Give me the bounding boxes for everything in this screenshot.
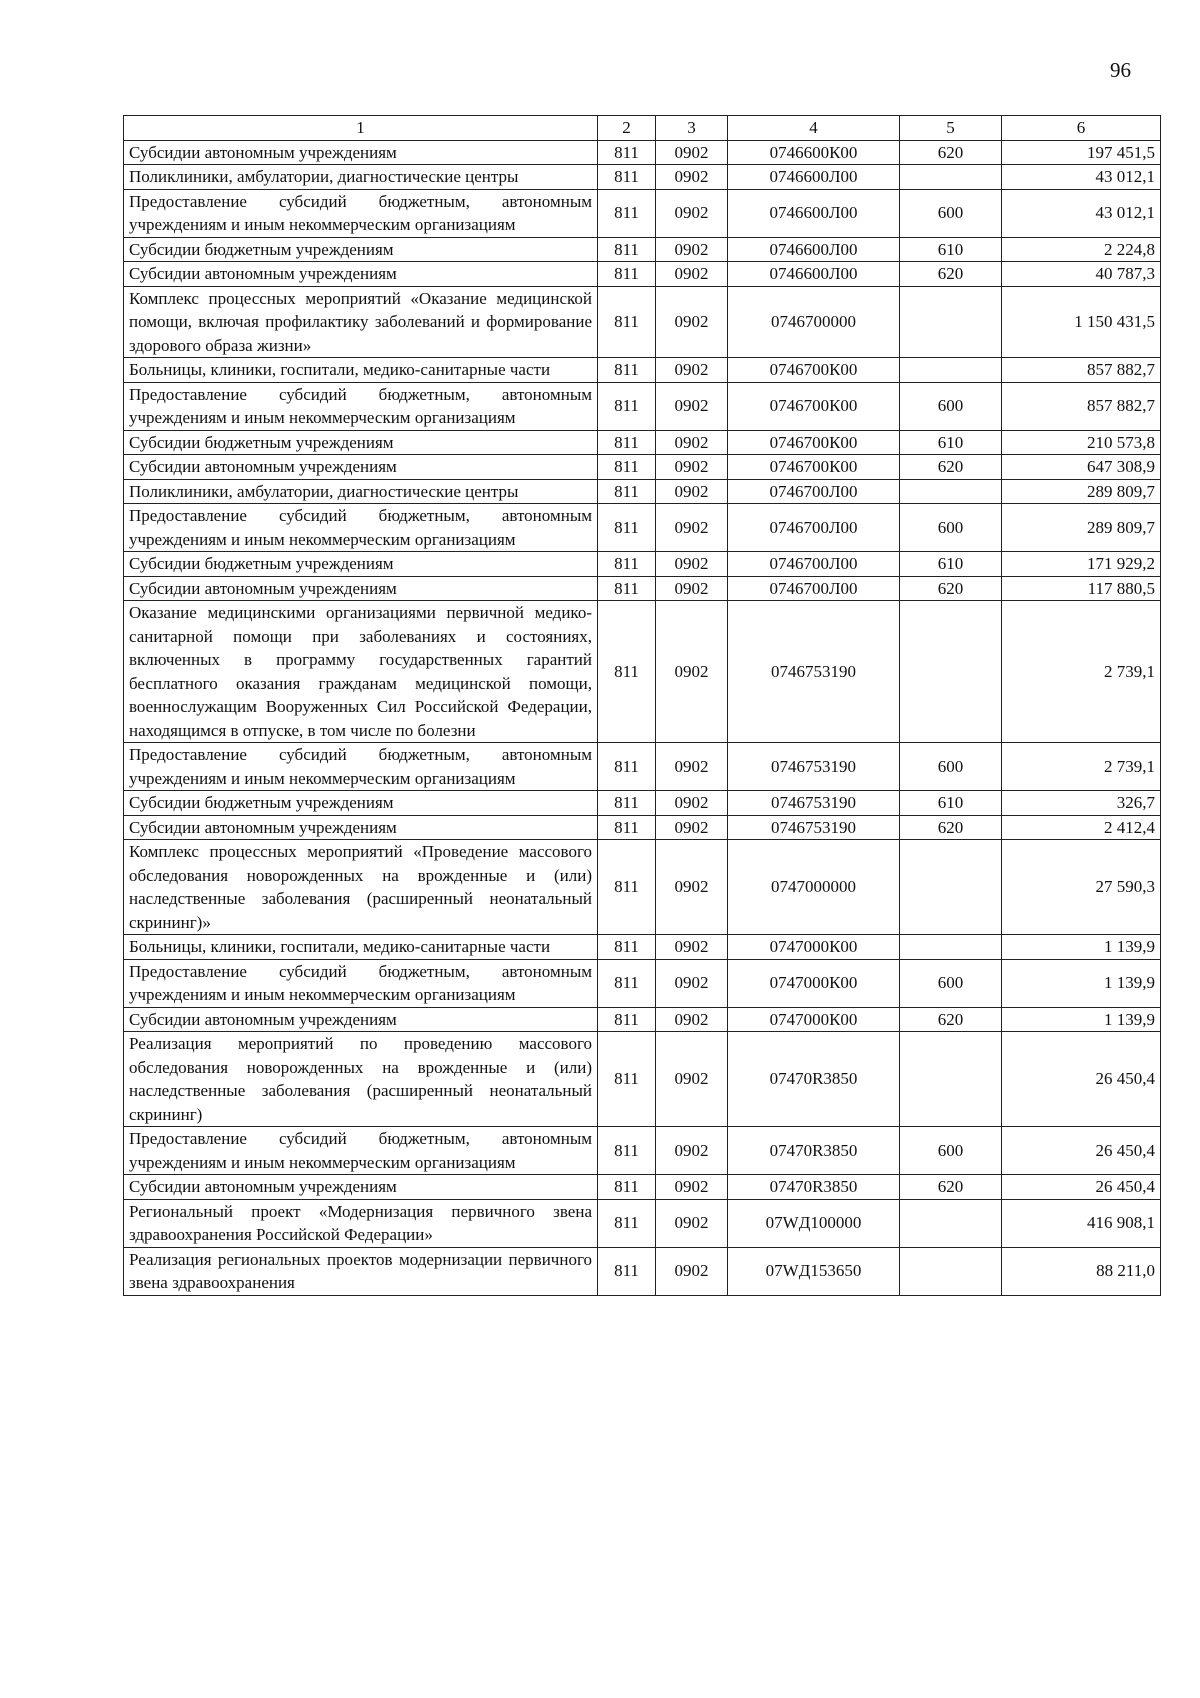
cell-section: 0902 [656,430,728,455]
cell-section: 0902 [656,840,728,935]
cell-expense-type: 610 [900,791,1002,816]
cell-amount: 326,7 [1002,791,1161,816]
cell-amount: 43 012,1 [1002,189,1161,237]
cell-name: Субсидии автономным учреждениям [124,140,598,165]
cell-target-article: 0746700К00 [728,430,900,455]
cell-section: 0902 [656,1007,728,1032]
cell-expense-type: 610 [900,237,1002,262]
cell-grbs: 811 [598,815,656,840]
cell-expense-type [900,1032,1002,1127]
table-row [124,165,1161,190]
cell-target-article: 0746600К00 [728,140,900,165]
header-row [124,116,1161,141]
cell-name: Реализация региональных проектов модернизации первичного звена здравоохранения [124,1247,598,1295]
cell-grbs: 811 [598,165,656,190]
cell-grbs: 811 [598,382,656,430]
cell-target-article: 0746700Л00 [728,504,900,552]
cell-expense-type [900,479,1002,504]
cell-amount: 88 211,0 [1002,1247,1161,1295]
table-row [124,358,1161,383]
cell-target-article: 0746600Л00 [728,262,900,287]
table-row [124,479,1161,504]
column-header: 4 [728,116,900,141]
cell-expense-type [900,935,1002,960]
cell-amount: 197 451,5 [1002,140,1161,165]
cell-grbs: 811 [598,576,656,601]
cell-name: Субсидии автономным учреждениям [124,1007,598,1032]
cell-grbs: 811 [598,1247,656,1295]
cell-name: Предоставление субсидий бюджетным, автономным учреждениям и иным некоммерческим организациям [124,189,598,237]
cell-name: Предоставление субсидий бюджетным, автономным учреждениям и иным некоммерческим организациям [124,743,598,791]
cell-grbs: 811 [598,1199,656,1247]
page-number: 96 [1110,58,1131,82]
cell-expense-type: 600 [900,743,1002,791]
cell-target-article: 0746753190 [728,743,900,791]
cell-amount: 26 450,4 [1002,1175,1161,1200]
column-header: 6 [1002,116,1161,141]
table-row [124,1247,1161,1295]
cell-amount: 1 139,9 [1002,1007,1161,1032]
cell-amount: 2 739,1 [1002,601,1161,743]
cell-expense-type: 610 [900,430,1002,455]
cell-amount: 857 882,7 [1002,358,1161,383]
table-row [124,959,1161,1007]
cell-name: Комплекс процессных мероприятий «Проведение массового обследования новорожденных на врожденные и (или) наследственные заболевания (расширенный неонатальный скрининг)» [124,840,598,935]
table-row [124,504,1161,552]
cell-expense-type [900,1247,1002,1295]
cell-target-article: 07470R3850 [728,1175,900,1200]
budget-table [123,115,1161,1296]
cell-amount: 2 739,1 [1002,743,1161,791]
cell-amount: 117 880,5 [1002,576,1161,601]
cell-grbs: 811 [598,358,656,383]
table-row [124,237,1161,262]
cell-target-article: 0746700К00 [728,455,900,480]
cell-amount: 2 412,4 [1002,815,1161,840]
cell-section: 0902 [656,237,728,262]
column-header: 5 [900,116,1002,141]
cell-expense-type: 600 [900,189,1002,237]
cell-section: 0902 [656,1247,728,1295]
cell-target-article: 07470R3850 [728,1032,900,1127]
cell-grbs: 811 [598,430,656,455]
cell-name: Больницы, клиники, госпитали, медико-санитарные части [124,935,598,960]
table-body [124,140,1161,1295]
cell-grbs: 811 [598,479,656,504]
cell-grbs: 811 [598,189,656,237]
cell-target-article: 0746700Л00 [728,552,900,577]
table-row [124,576,1161,601]
table-row [124,286,1161,358]
cell-name: Субсидии автономным учреждениям [124,262,598,287]
cell-section: 0902 [656,1032,728,1127]
cell-name: Предоставление субсидий бюджетным, автономным учреждениям и иным некоммерческим организациям [124,382,598,430]
cell-grbs: 811 [598,791,656,816]
table-row [124,743,1161,791]
cell-target-article: 0746753190 [728,815,900,840]
cell-amount: 40 787,3 [1002,262,1161,287]
cell-target-article: 0746600Л00 [728,189,900,237]
cell-amount: 289 809,7 [1002,504,1161,552]
cell-section: 0902 [656,576,728,601]
cell-name: Поликлиники, амбулатории, диагностические центры [124,165,598,190]
cell-expense-type: 610 [900,552,1002,577]
cell-grbs: 811 [598,237,656,262]
cell-expense-type: 620 [900,815,1002,840]
column-header: 1 [124,116,598,141]
cell-grbs: 811 [598,1032,656,1127]
cell-name: Субсидии автономным учреждениям [124,815,598,840]
cell-grbs: 811 [598,959,656,1007]
cell-target-article: 0746700Л00 [728,576,900,601]
table-row [124,935,1161,960]
cell-grbs: 811 [598,743,656,791]
cell-expense-type: 620 [900,576,1002,601]
cell-name: Субсидии бюджетным учреждениям [124,791,598,816]
table-row [124,189,1161,237]
cell-expense-type: 600 [900,959,1002,1007]
cell-expense-type [900,1199,1002,1247]
cell-grbs: 811 [598,1175,656,1200]
table-row [124,791,1161,816]
cell-name: Субсидии автономным учреждениям [124,576,598,601]
cell-target-article: 0746753190 [728,601,900,743]
table-row [124,382,1161,430]
cell-expense-type [900,358,1002,383]
cell-name: Поликлиники, амбулатории, диагностические центры [124,479,598,504]
cell-amount: 416 908,1 [1002,1199,1161,1247]
table-row [124,601,1161,743]
cell-target-article: 0746700К00 [728,358,900,383]
table-row [124,552,1161,577]
cell-amount: 26 450,4 [1002,1127,1161,1175]
cell-grbs: 811 [598,1127,656,1175]
cell-amount: 857 882,7 [1002,382,1161,430]
table-row [124,455,1161,480]
cell-grbs: 811 [598,140,656,165]
cell-section: 0902 [656,1127,728,1175]
cell-target-article: 07470R3850 [728,1127,900,1175]
cell-grbs: 811 [598,601,656,743]
cell-section: 0902 [656,262,728,287]
cell-section: 0902 [656,382,728,430]
cell-expense-type: 620 [900,1007,1002,1032]
cell-target-article: 0747000К00 [728,935,900,960]
table-row [124,262,1161,287]
cell-target-article: 07WД153650 [728,1247,900,1295]
cell-grbs: 811 [598,1007,656,1032]
cell-amount: 289 809,7 [1002,479,1161,504]
cell-amount: 43 012,1 [1002,165,1161,190]
cell-expense-type: 600 [900,382,1002,430]
cell-section: 0902 [656,552,728,577]
cell-target-article: 0746700000 [728,286,900,358]
cell-name: Субсидии автономным учреждениям [124,1175,598,1200]
table-row [124,1175,1161,1200]
cell-section: 0902 [656,286,728,358]
cell-amount: 647 308,9 [1002,455,1161,480]
cell-amount: 2 224,8 [1002,237,1161,262]
cell-target-article: 0747000000 [728,840,900,935]
cell-grbs: 811 [598,935,656,960]
cell-target-article: 0746753190 [728,791,900,816]
cell-name: Субсидии бюджетным учреждениям [124,552,598,577]
cell-name: Предоставление субсидий бюджетным, автономным учреждениям и иным некоммерческим организациям [124,959,598,1007]
cell-amount: 210 573,8 [1002,430,1161,455]
cell-name: Реализация мероприятий по проведению массового обследования новорожденных на врожденные и (или) наследственные заболевания (расширенный неонатальный скрининг) [124,1032,598,1127]
cell-section: 0902 [656,165,728,190]
cell-section: 0902 [656,1199,728,1247]
cell-section: 0902 [656,189,728,237]
cell-section: 0902 [656,455,728,480]
cell-grbs: 811 [598,286,656,358]
cell-expense-type: 620 [900,1175,1002,1200]
cell-section: 0902 [656,479,728,504]
cell-target-article: 0746600Л00 [728,237,900,262]
cell-name: Больницы, клиники, госпитали, медико-санитарные части [124,358,598,383]
cell-target-article: 0747000К00 [728,959,900,1007]
column-header: 3 [656,116,728,141]
table-row [124,1007,1161,1032]
cell-amount: 171 929,2 [1002,552,1161,577]
cell-section: 0902 [656,504,728,552]
cell-amount: 26 450,4 [1002,1032,1161,1127]
cell-target-article: 0747000К00 [728,1007,900,1032]
cell-grbs: 811 [598,504,656,552]
table-row [124,815,1161,840]
cell-section: 0902 [656,358,728,383]
table-row [124,430,1161,455]
cell-amount: 1 150 431,5 [1002,286,1161,358]
cell-expense-type [900,601,1002,743]
cell-expense-type: 620 [900,140,1002,165]
cell-name: Субсидии бюджетным учреждениям [124,237,598,262]
cell-grbs: 811 [598,552,656,577]
cell-name: Субсидии автономным учреждениям [124,455,598,480]
cell-expense-type [900,165,1002,190]
cell-target-article: 0746600Л00 [728,165,900,190]
cell-expense-type [900,840,1002,935]
cell-grbs: 811 [598,262,656,287]
cell-section: 0902 [656,601,728,743]
cell-name: Предоставление субсидий бюджетным, автономным учреждениям и иным некоммерческим организациям [124,1127,598,1175]
cell-name: Субсидии бюджетным учреждениям [124,430,598,455]
cell-target-article: 0746700Л00 [728,479,900,504]
cell-name: Предоставление субсидий бюджетным, автономным учреждениям и иным некоммерческим организациям [124,504,598,552]
table-row [124,840,1161,935]
cell-section: 0902 [656,815,728,840]
cell-section: 0902 [656,935,728,960]
cell-section: 0902 [656,959,728,1007]
table-row [124,140,1161,165]
cell-amount: 1 139,9 [1002,935,1161,960]
cell-expense-type: 620 [900,455,1002,480]
column-header: 2 [598,116,656,141]
cell-target-article: 07WД100000 [728,1199,900,1247]
cell-expense-type [900,286,1002,358]
cell-section: 0902 [656,791,728,816]
cell-expense-type: 620 [900,262,1002,287]
cell-section: 0902 [656,1175,728,1200]
table-row [124,1199,1161,1247]
cell-name: Региональный проект «Модернизация первичного звена здравоохранения Российской Федерации» [124,1199,598,1247]
cell-expense-type: 600 [900,1127,1002,1175]
cell-target-article: 0746700К00 [728,382,900,430]
cell-amount: 1 139,9 [1002,959,1161,1007]
cell-section: 0902 [656,140,728,165]
cell-expense-type: 600 [900,504,1002,552]
cell-grbs: 811 [598,840,656,935]
cell-name: Комплекс процессных мероприятий «Оказание медицинской помощи, включая профилактику заболеваний и формирование здорового образа жизни» [124,286,598,358]
table-row [124,1127,1161,1175]
cell-amount: 27 590,3 [1002,840,1161,935]
table-row [124,1032,1161,1127]
cell-name: Оказание медицинскими организациями первичной медико-санитарной помощи при заболеваниях и состояниях, включенных в программу государственных гарантий бесплатного оказания гражданам медицинской помощи, военнослужащим Вооруженных Сил Российской Федерации, находящимся в отпуске, в том числе по болезни [124,601,598,743]
cell-grbs: 811 [598,455,656,480]
cell-section: 0902 [656,743,728,791]
